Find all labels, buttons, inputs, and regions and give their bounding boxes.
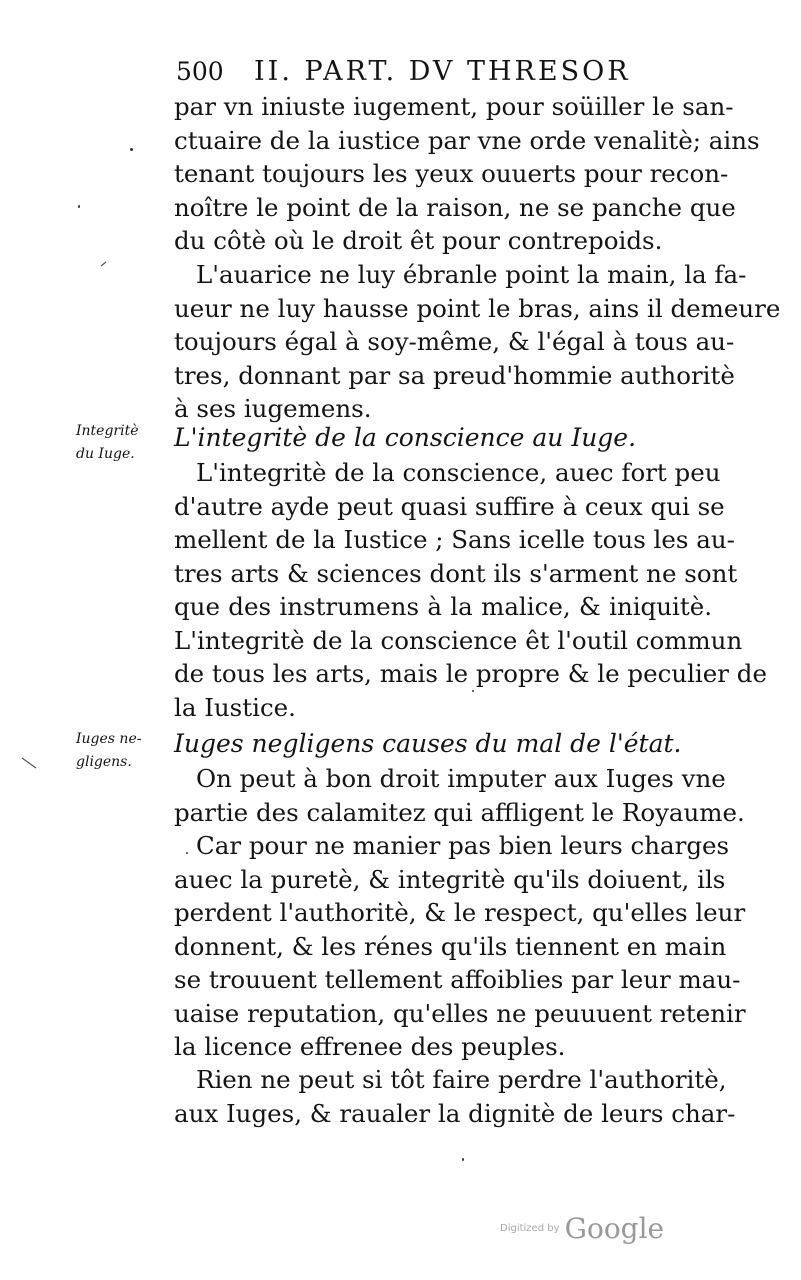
text-line: L'integritè de la conscience, auec fort peu [196, 458, 721, 487]
text-line: partie des calamitez qui affligent le Royaume. [174, 797, 745, 827]
text-line: d'autre ayde peut quasi suffire à ceux qui se [174, 491, 725, 521]
text-line: tres, donnant par sa preud'hommie authoritè [174, 360, 735, 390]
paragraph-continuation [174, 90, 760, 258]
text-line: ueur ne luy hausse point le bras, ains il demeure [174, 293, 781, 323]
text-line: ctuaire de la iustice par vne orde venalitè; ains [174, 125, 760, 155]
text-line: L'auarice ne luy ébranle point la main, la fa- [196, 260, 747, 289]
speck [462, 1158, 464, 1161]
text-line: tres arts & sciences dont ils s'arment ne sont [174, 558, 738, 588]
text-line: du côtè où le droit êt pour contrepoids. [174, 226, 663, 255]
text-line: donnent, & les rénes qu'ils tiennent en main [174, 931, 727, 961]
text-line: par vn iniuste iugement, pour soüiller le san- [174, 92, 734, 121]
section-heading: L'integritè de la conscience au Iuge. [174, 423, 637, 452]
text-line: la Iustice. [174, 692, 296, 722]
scan-mark [101, 262, 106, 266]
page-number: 500 [176, 57, 224, 86]
section-iuges-negligens [174, 726, 745, 829]
speck [78, 205, 80, 208]
margin-note-line: Iuges ne- [76, 731, 142, 747]
text-line: aux Iuges, & raualer la dignitè de leurs char- [174, 1098, 736, 1128]
digitized-watermark [500, 1212, 670, 1252]
text-line: Rien ne peut si tôt faire perdre l'authoritè, [196, 1065, 727, 1094]
text-line: auec la puretè, & integritè qu'ils doiuent, ils [174, 864, 726, 894]
text-line: On peut à bon droit imputer aux Iuges vne [196, 764, 726, 793]
margin-note-iuges [76, 728, 168, 774]
paragraph-avarice [174, 258, 781, 426]
margin-note-integrite [76, 420, 168, 466]
text-line: uaise reputation, qu'elles ne peuuuent retenir [174, 998, 746, 1028]
paragraph-authorite [174, 1063, 736, 1130]
speck [130, 148, 133, 151]
text-line: la licence effrenee des peuples. [174, 1032, 566, 1061]
text-line: L'integritè de la conscience êt l'outil commun [174, 625, 743, 655]
text-line: que des instrumens à la malice, & iniquitè. [174, 592, 712, 621]
section-heading: Iuges negligens causes du mal de l'état. [174, 729, 682, 758]
running-header [176, 52, 716, 92]
speck [186, 852, 188, 854]
speck [472, 690, 474, 692]
section-integrite [174, 420, 767, 724]
scan-mark [22, 758, 36, 768]
text-line: se trouuent tellement affoiblies par leur mau- [174, 965, 741, 994]
text-line: noître le point de la raison, ne se panche que [174, 192, 736, 222]
watermark-brand: Google [564, 1212, 665, 1245]
text-line: toujours égal à soy-même, & l'égal à tous au- [174, 327, 735, 356]
margin-note-line: Integritè [76, 423, 139, 439]
watermark-prefix: Digitized by [500, 1223, 560, 1234]
text-line: tenant toujours les yeux ouuerts pour recon- [174, 159, 729, 188]
running-title: II. PART. DV THRESOR [254, 56, 631, 87]
paragraph-charges [174, 829, 746, 1064]
margin-note-line: gligens. [76, 754, 132, 770]
margin-note-line: du Iuge. [76, 446, 135, 462]
text-line: perdent l'authoritè, & le respect, qu'elles leur [174, 898, 746, 927]
text-line: à ses iugemens. [174, 394, 372, 423]
text-line: mellent de la Iustice ; Sans icelle tous les au- [174, 525, 735, 554]
text-line: de tous les arts, mais le propre & le peculier de [174, 659, 767, 688]
text-line: Car pour ne manier pas bien leurs charges [196, 831, 730, 860]
